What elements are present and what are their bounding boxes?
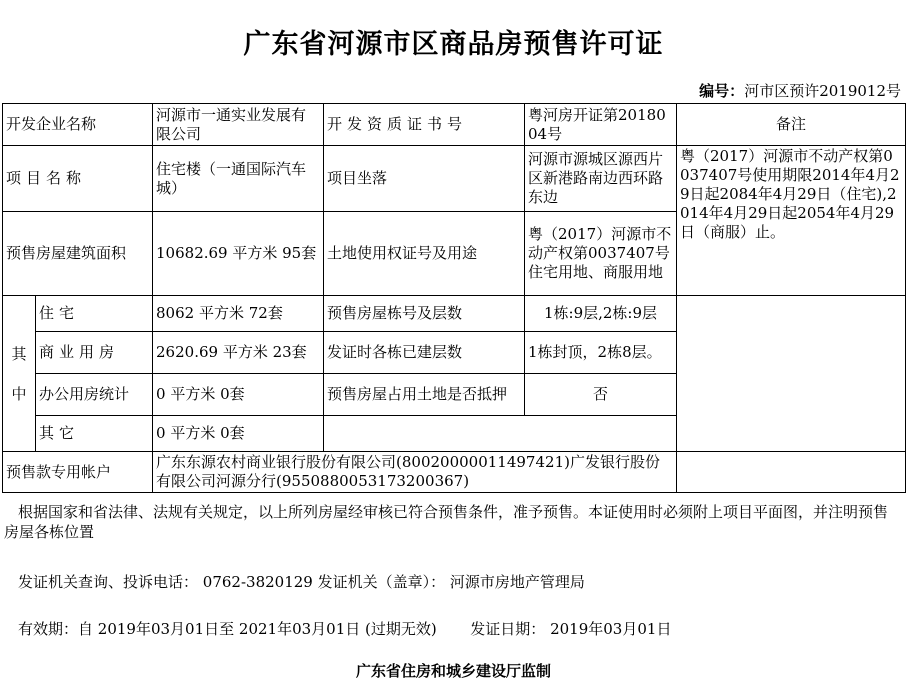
among-label	[3, 296, 36, 452]
among-label-text	[6, 334, 32, 414]
phone-number: 0762-3820129	[202, 573, 313, 591]
certificate-title: 广东省河源市区商品房预售许可证	[243, 29, 664, 60]
certificate-table	[2, 103, 906, 493]
qualification-label: 开发资质证书号	[324, 104, 525, 146]
residential-label: 住宅	[36, 296, 153, 332]
contact-line	[18, 571, 585, 592]
serial-number	[699, 80, 901, 101]
area-value: 10682.69 平方米 95套	[153, 212, 324, 296]
among-label-char: 中	[11, 384, 27, 403]
issue-date: 2019年03月01日	[550, 620, 672, 638]
location-label: 项目坐落	[324, 146, 525, 212]
commercial-label: 商业用房	[36, 332, 153, 374]
issue-date-label: 发证日期：	[470, 620, 546, 638]
land-label: 土地使用权证号及用途	[324, 212, 525, 296]
office-value: 0 平方米 0套	[153, 374, 324, 416]
account-value: 广东东源农村商业银行股份有限公司(80020000011497421)广发银行股份有限公司河源分行(9550880053173200367)	[153, 452, 677, 493]
location-value: 河源市源城区源西片区新港路南边西环路东边	[525, 146, 677, 212]
built-label: 发证时各栋已建层数	[324, 332, 525, 374]
built-value: 1栋封顶，2栋8层。	[525, 332, 677, 374]
authority-label: 发证机关（盖章）：	[317, 573, 446, 591]
developer-label: 开发企业名称	[3, 104, 153, 146]
buildings-value: 1栋:9层,2栋:9层	[525, 296, 677, 332]
among-label-char: 其	[11, 344, 27, 363]
phone-label: 发证机关查询、投诉电话：	[18, 573, 199, 591]
remarks-blank	[677, 296, 906, 452]
remarks-value: 粤（2017）河源市不动产权第0037407号使用期限2014年4月29日起2084年4月29日（住宅),2014年4月29日起2054年4月29日（商服）止。	[677, 146, 906, 296]
other-value: 0 平方米 0套	[153, 416, 324, 452]
mortgage-label: 预售房屋占用土地是否抵押	[324, 374, 525, 416]
residential-value: 8062 平方米 72套	[153, 296, 324, 332]
office-label: 办公用房统计	[36, 374, 153, 416]
account-label: 预售款专用帐户	[3, 452, 153, 493]
validity-label: 有效期：	[18, 620, 79, 638]
developer-value: 河源市一通实业发展有限公司	[153, 104, 324, 146]
commercial-value: 2620.69 平方米 23套	[153, 332, 324, 374]
land-value: 粤（2017）河源市不动产权第0037407号 住宅用地、商服用地	[525, 212, 677, 296]
supervisor-footer: 广东省住房和城乡建设厅监制	[355, 662, 551, 680]
account-blank	[677, 452, 906, 493]
area-label: 预售房屋建筑面积	[3, 212, 153, 296]
remarks-label: 备注	[677, 104, 906, 146]
qualification-value: 粤河房开证第2018004号	[525, 104, 677, 146]
validity-line	[18, 618, 671, 639]
project-value: 住宅楼（一通国际汽车城）	[153, 146, 324, 212]
legal-notice: 根据国家和省法律、法规有关规定，以上所列房屋经审核已符合预售条件，准予预售。本证使用时必须附上项目平面图，并注明预售房屋各栋位置	[4, 503, 889, 541]
buildings-label: 预售房屋栋号及层数	[324, 296, 525, 332]
serial-value: 河市区预许2019012号	[744, 82, 901, 100]
other-blank	[324, 416, 677, 452]
authority-name: 河源市房地产管理局	[449, 573, 585, 591]
project-label: 项目名称	[3, 146, 153, 212]
validity-period: 自 2019年03月01日至 2021年03月01日 (过期无效)	[78, 620, 437, 638]
other-label: 其它	[36, 416, 153, 452]
serial-label: 编号：	[699, 82, 745, 100]
mortgage-value: 否	[525, 374, 677, 416]
